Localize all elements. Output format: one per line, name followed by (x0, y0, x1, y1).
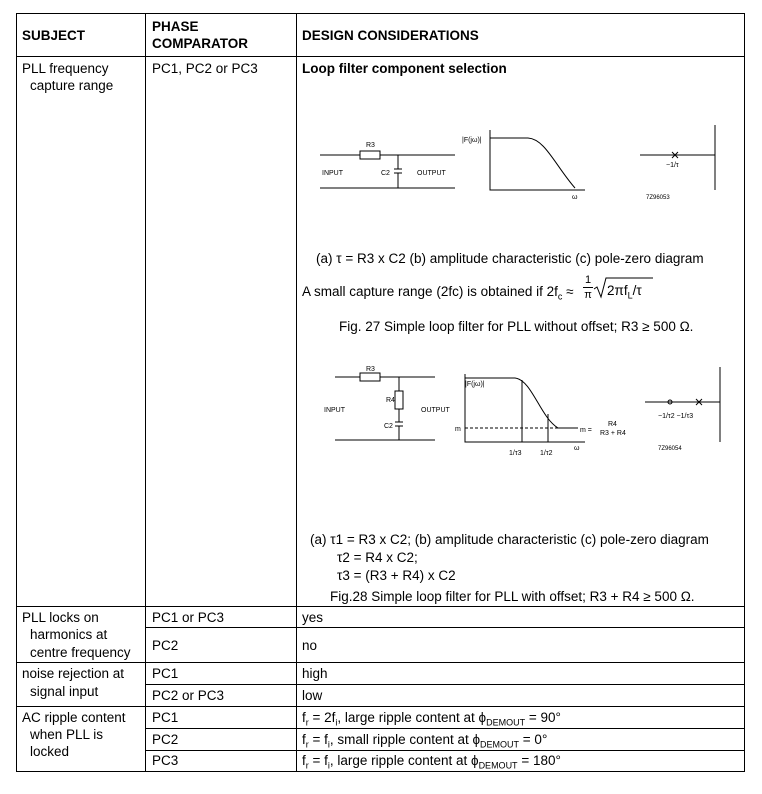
fig27-caption-abc: (a) τ = R3 x C2 (b) amplitude characteristic (c) pole-zero diagram (316, 251, 704, 266)
fraction-numerator: 1 (584, 274, 592, 286)
row2-subject-line3: centre frequency (30, 645, 131, 660)
row1-subject-line1: PLL frequency (22, 61, 109, 76)
fig27-resistor-r3 (360, 151, 380, 159)
capture-c: c (452, 284, 459, 299)
row2-b-design: no (302, 638, 318, 653)
row2-subject-line2: harmonics at (30, 627, 108, 642)
fig27-omega: ω (572, 194, 578, 201)
fig28-tau2-label: 1/τ2 (540, 450, 553, 457)
row3-subject-line2: signal input (30, 684, 99, 699)
row4-subject-line3: locked (30, 744, 70, 759)
fig28-c2-label: C2 (384, 423, 393, 430)
header-design: DESIGN CONSIDERATIONS (302, 28, 479, 43)
c-r-sub: r (305, 760, 309, 771)
c-mid: = f (308, 753, 328, 768)
fig27-code: 7Z96053 (646, 195, 670, 201)
fig28-caption: Fig.28 Simple loop filter for PLL with offset; R3 + R4 ≥ 500 Ω. (330, 589, 695, 604)
a-f: f (302, 710, 306, 725)
c-i-sub: i (327, 760, 330, 771)
a-mid: = 2f (308, 710, 336, 725)
a-r-sub: r (305, 717, 309, 728)
row3-b-phase: PC2 or PC3 (152, 688, 225, 703)
fig28-r4-label: R4 (386, 397, 395, 404)
header-phase-line2: COMPARATOR (152, 36, 248, 51)
fig28-amp-label: |F(jω)| (465, 381, 485, 388)
sqrt-body-text: 2πf (607, 283, 628, 298)
fig27-diagram (310, 125, 730, 210)
fig28-poles-label: −1/τ2 −1/τ3 (658, 413, 694, 420)
row4-a-design (302, 709, 561, 732)
row1-phase: PC1, PC2 or PC3 (152, 61, 258, 76)
row4-b-design (302, 731, 547, 754)
b-i-sub: i (327, 739, 330, 750)
capture-mid: ) is obtained if 2f (458, 284, 558, 299)
fig27-amp-curve (490, 138, 575, 188)
a-val: = 90° (525, 710, 561, 725)
row4-subject-line2: when PLL is (30, 727, 104, 742)
fig28-m-den: R3 + R4 (600, 430, 626, 437)
row3-b-design: low (302, 688, 323, 703)
fig28-m-num: R4 (608, 421, 617, 428)
fig27-amp-axes (490, 130, 585, 190)
row3-a-phase: PC1 (152, 666, 179, 681)
row3-subject-line1: noise rejection at (22, 666, 125, 681)
sqrt-body (607, 282, 642, 305)
capture-prefix: A small capture range (2f (302, 284, 453, 299)
b-f: f (302, 732, 306, 747)
row4-c-phase: PC3 (152, 753, 179, 768)
row1-subject-line2: capture range (30, 78, 114, 93)
fraction-denominator: π (584, 289, 592, 301)
row2-b-phase: PC2 (152, 638, 179, 653)
fig27-amp-label: |F(jω)| (462, 137, 482, 144)
capture-approx: ≈ (562, 284, 574, 299)
fig27-caption: Fig. 27 Simple loop filter for PLL without offset; R3 ≥ 500 Ω. (339, 319, 694, 334)
row2-subject-line1: PLL locks on (22, 610, 99, 625)
sqrt-tail: /τ (632, 283, 642, 298)
sqrt-sub: L (627, 290, 633, 301)
row2-a-phase: PC1 or PC3 (152, 610, 225, 625)
row2-a-design: yes (302, 610, 324, 625)
c-f: f (302, 753, 306, 768)
fig27-r3-label: R3 (366, 142, 375, 149)
fig28-m-eq: m = (580, 427, 592, 434)
a-demout-sub: DEMOUT (486, 717, 526, 728)
fig28-input-label: INPUT (324, 407, 345, 414)
fraction-bar (583, 287, 593, 288)
c-val: = 180° (517, 753, 561, 768)
fig28-code: 7Z96054 (658, 446, 682, 452)
b-mid: = f (308, 732, 328, 747)
header-phase-line1: PHASE (152, 19, 199, 34)
row4-c-design (302, 752, 561, 775)
fig27-capture-formula (302, 283, 574, 306)
fig28-m-label: m (455, 426, 461, 433)
b-val: = 0° (519, 732, 548, 747)
b-text: , small ripple content at ϕ (329, 732, 481, 747)
fig28-resistor-r3 (360, 373, 380, 381)
capture-sub-c: c (557, 291, 563, 302)
row4-subject-line1: AC ripple content (22, 710, 126, 725)
fig28-line3: τ3 = (R3 + R4) x C2 (337, 568, 456, 583)
a-i-sub: i (335, 717, 338, 728)
row1-heading: Loop filter component selection (302, 61, 507, 76)
fig28-line1: (a) τ1 = R3 x C2; (b) amplitude characteristic (c) pole-zero diagram (310, 532, 709, 547)
c-demout-sub: DEMOUT (478, 760, 518, 771)
row4-b-phase: PC2 (152, 732, 179, 747)
b-demout-sub: DEMOUT (480, 739, 520, 750)
row3-a-design: high (302, 666, 328, 681)
fig28-resistor-r4 (395, 391, 403, 409)
fig28-line2: τ2 = R4 x C2; (337, 550, 418, 565)
fig28-output-label: OUTPUT (421, 407, 450, 414)
row4-a-phase: PC1 (152, 710, 179, 725)
header-subject: SUBJECT (22, 28, 86, 43)
fig27-c2-label: C2 (381, 170, 390, 177)
c-text: , large ripple content at ϕ (329, 753, 479, 768)
fig28-tau3-label: 1/τ3 (509, 450, 522, 457)
fig28-r3-label: R3 (366, 366, 375, 373)
fig27-output-label: OUTPUT (417, 170, 446, 177)
a-text: , large ripple content at ϕ (337, 710, 487, 725)
b-r-sub: r (305, 739, 309, 750)
fig28-omega: ω (574, 445, 580, 452)
fig28-diagram (310, 362, 730, 467)
fig27-pole-label: −1/τ (666, 162, 679, 169)
fig27-input-label: INPUT (322, 170, 343, 177)
